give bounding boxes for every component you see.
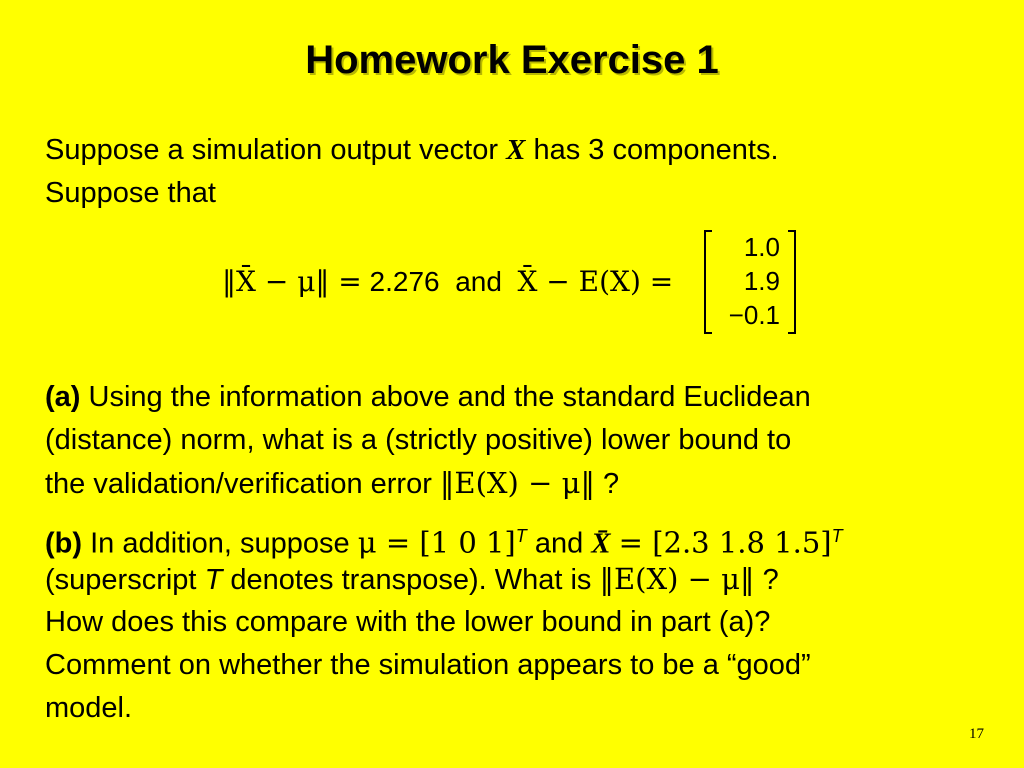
norm-value: 2.276 bbox=[369, 266, 440, 297]
vector-entry-3: −0.1 bbox=[728, 300, 780, 330]
mu-definition: μ = [1 0 1] bbox=[357, 525, 516, 560]
vector-entry-1: 1.0 bbox=[743, 232, 780, 262]
part-b-text-2b: denotes transpose). What is bbox=[230, 564, 592, 596]
transpose-symbol: T bbox=[204, 564, 223, 596]
part-a-line-3 bbox=[45, 466, 619, 501]
slide-title: Homework Exercise 1 bbox=[305, 38, 719, 82]
xbar-definition: = [2.3 1.8 1.5] bbox=[618, 525, 832, 560]
equation-and: and bbox=[455, 266, 502, 297]
part-b-and: and bbox=[534, 527, 584, 560]
part-b-text-2a: (superscript bbox=[45, 564, 197, 596]
page-number: 17 bbox=[969, 726, 984, 742]
part-b-line-3: How does this compare with the lower bound in part (a)? bbox=[45, 606, 771, 638]
intro-text-1b: has 3 components. bbox=[533, 134, 779, 166]
part-b-question-mark: ? bbox=[762, 564, 779, 596]
norm-expression: ‖X̄ − μ‖ = bbox=[222, 265, 362, 298]
vector-entry-2: 1.9 bbox=[743, 266, 780, 296]
transpose-superscript-2: T bbox=[831, 526, 843, 546]
part-a-label: (a) bbox=[45, 381, 81, 413]
transpose-superscript-1: T bbox=[515, 526, 527, 546]
column-vector bbox=[704, 230, 796, 334]
part-a-text-1: Using the information above and the standard Euclidean bbox=[88, 381, 811, 413]
part-a-line-2: (distance) norm, what is a (strictly positive) lower bound to bbox=[45, 424, 792, 456]
part-b-line-2 bbox=[45, 562, 779, 597]
part-a-line-1 bbox=[45, 380, 811, 414]
equation-line bbox=[222, 265, 673, 298]
part-b-line-1 bbox=[45, 519, 843, 561]
part-b-text-1: In addition, suppose bbox=[90, 527, 350, 560]
vector-x: X bbox=[506, 134, 526, 166]
error-norm-expression: ‖E(X) − μ‖ bbox=[439, 466, 595, 500]
part-b-line-4: Comment on whether the simulation appears to be a “good” bbox=[45, 649, 811, 681]
difference-expression: X̄ − E(X) = bbox=[517, 265, 674, 298]
xbar-symbol: X̄ bbox=[591, 527, 611, 560]
left-bracket bbox=[704, 230, 712, 334]
error-norm-expression-b: ‖E(X) − μ‖ bbox=[599, 562, 755, 596]
part-b-line-5: model. bbox=[45, 692, 133, 724]
intro-line-2: Suppose that bbox=[45, 177, 216, 209]
part-a-question-mark: ? bbox=[603, 468, 620, 500]
part-a-text-3: the validation/verification error bbox=[45, 468, 432, 500]
right-bracket bbox=[788, 230, 796, 334]
part-b-label: (b) bbox=[45, 527, 83, 560]
intro-text-1a: Suppose a simulation output vector bbox=[45, 134, 498, 166]
intro-line-1 bbox=[45, 133, 779, 167]
